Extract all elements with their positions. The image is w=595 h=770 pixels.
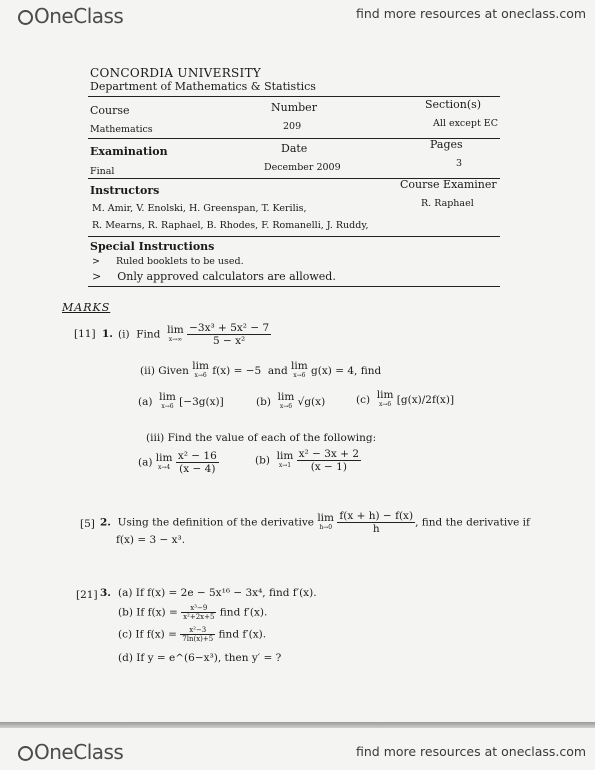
date-label: Date [281, 142, 308, 155]
pages-value: 3 [456, 158, 463, 169]
course-label: Course [90, 104, 130, 117]
q3-d: (d) If y = e^(6−x³), then y′ = ? [118, 652, 282, 664]
q1-i-fraction: $\frac{\text{−3x³ + 5x² − 7}}{\text{5 − x²}}$ [189, 322, 270, 347]
divider [88, 286, 500, 287]
number-value: 209 [283, 121, 302, 132]
q1-part-i: (i) Find lim x→∞ $\frac{\text{−3x³ + 5x² − 7}}{\text{5 − x²}}$ [118, 322, 270, 347]
logo-text: OneClass [34, 4, 124, 28]
q1-part-iii: (iii) Find the value of each of the following: [146, 432, 377, 444]
special-instructions-label: Special Instructions [90, 240, 215, 253]
q1-part-ii: (ii) Given lim x→6 f(x) = −5 and lim x→6 g(x) = 4, find [140, 360, 382, 379]
q3-b: (b) If f(x) = $\frac{\text{x³−9}}{\text{x²+2x+5}}$ find f′(x). [118, 604, 268, 621]
pages-label: Pages [430, 138, 463, 151]
instructors-label: Instructors [90, 184, 160, 197]
oneclass-logo-footer [18, 740, 123, 764]
department-name: Department of Mathematics & Statistics [90, 80, 316, 93]
exam-label: Examination [90, 145, 168, 158]
divider [88, 96, 500, 97]
q3-a: (a) If f(x) = 2e − 5x¹⁶ − 3x⁴, find f′(x). [118, 587, 317, 599]
limit-symbol: lim x→∞ [167, 323, 184, 343]
logo-text: OneClass [34, 740, 124, 764]
oneclass-link-footer[interactable]: find more resources at oneclass.com [356, 744, 587, 759]
q2-marks: [5] [80, 518, 95, 530]
q1-iii-a: (a) lim x→4 $\frac{\text{x² − 16}}{(x - 4)}$ [138, 450, 217, 475]
q1-ii-c: (c) lim x→6 [g(x)/2f(x)] [356, 389, 455, 408]
q3-number: 3. [100, 587, 111, 599]
exam-value: Final [90, 166, 115, 177]
q3-c: (c) If f(x) = $\frac{\text{x²−3}}{7\ln(x)+5}$ find f′(x). [118, 626, 267, 643]
q1-ii-b: (b) lim x→6 √g(x) [256, 391, 326, 410]
q3-marks: [21] [76, 589, 98, 601]
special-item-2: > Only approved calculators are allowed. [92, 270, 336, 283]
university-name: CONCORDIA UNIVERSITY [90, 66, 262, 80]
instructors-line2: R. Mearns, R. Raphael, B. Rhodes, F. Romanelli, J. Ruddy, [92, 220, 369, 231]
logo-ring-icon [18, 10, 33, 25]
divider [88, 236, 500, 237]
oneclass-link[interactable]: find more resources at oneclass.com [356, 6, 587, 21]
scan-edge [0, 722, 595, 728]
date-value: December 2009 [264, 162, 341, 173]
q1-iii-b: (b) lim x→1 $\frac{\text{x² − 3x + 2}}{(x - 1)}$ [255, 448, 360, 473]
marks-label: MARKS [62, 301, 111, 314]
examiner-label: Course Examiner [400, 178, 497, 191]
course-value: Mathematics [90, 124, 153, 135]
q2-function: f(x) = 3 − x³. [116, 534, 186, 546]
number-label: Number [271, 101, 317, 114]
q1-ii-a: (a) lim x→6 [−3g(x)] [138, 391, 224, 410]
section-value: All except EC [433, 118, 499, 129]
instructors-line1: M. Amir, V. Enolski, H. Greenspan, T. Kerilis, [92, 203, 307, 214]
logo-ring-icon [18, 746, 33, 761]
examiner-value: R. Raphael [421, 198, 474, 209]
section-label: Section(s) [425, 98, 482, 111]
special-item-1: > Ruled booklets to be used. [92, 256, 244, 267]
q1-marks: [11] [74, 328, 96, 340]
q2-body: 2. Using the definition of the derivative lim h→0 $\frac{f(x + h) - f(x)}{h}$ , find the derivative if [100, 510, 530, 535]
oneclass-logo [18, 4, 123, 28]
q1-number: 1. [102, 328, 113, 340]
